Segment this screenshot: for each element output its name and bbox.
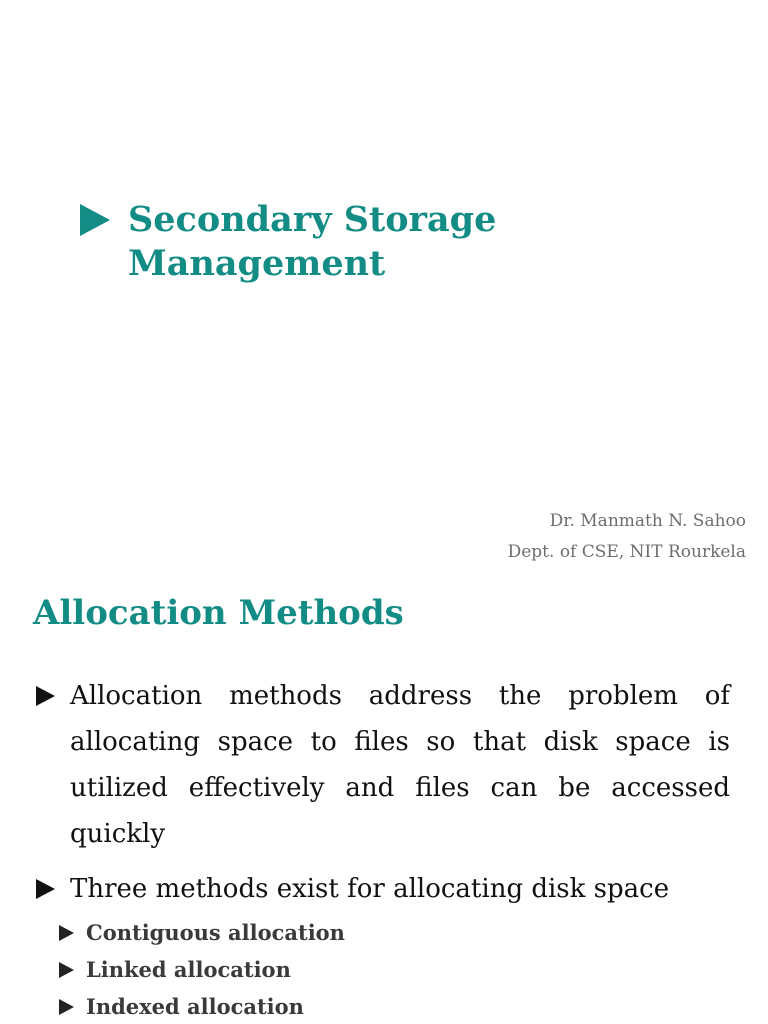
author-name: Dr. Manmath N. Sahoo bbox=[549, 511, 746, 531]
author-block bbox=[508, 506, 746, 568]
sub-bullet-icon bbox=[59, 999, 74, 1015]
sub-bullet-item bbox=[59, 918, 345, 948]
sub-bullet-item bbox=[59, 992, 304, 1022]
bullet-icon bbox=[36, 879, 55, 899]
bullet-icon bbox=[36, 686, 55, 706]
sub-bullet-text: Contiguous allocation bbox=[86, 920, 345, 945]
sub-bullet-item bbox=[59, 955, 291, 985]
title-block bbox=[80, 198, 548, 286]
sub-bullet-icon bbox=[59, 925, 74, 941]
slide-heading: Allocation Methods bbox=[33, 593, 404, 633]
slide-title: Secondary Storage Management bbox=[128, 199, 497, 284]
title-bullet-icon bbox=[80, 204, 110, 236]
sub-bullet-text: Indexed allocation bbox=[86, 994, 304, 1019]
bullet-text: Three methods exist for allocating disk space bbox=[70, 874, 670, 904]
bullet-text: Allocation methods address the problem of allocating space to files so that disk space is utilized effectively and files can be accessed quickly bbox=[70, 681, 730, 849]
content-slide bbox=[0, 580, 768, 1024]
bullet-item bbox=[36, 673, 730, 857]
author-affiliation: Dept. of CSE, NIT Rourkela bbox=[507, 542, 746, 562]
bullet-item bbox=[36, 866, 669, 912]
sub-bullet-text: Linked allocation bbox=[86, 957, 291, 982]
sub-bullet-icon bbox=[59, 962, 74, 978]
